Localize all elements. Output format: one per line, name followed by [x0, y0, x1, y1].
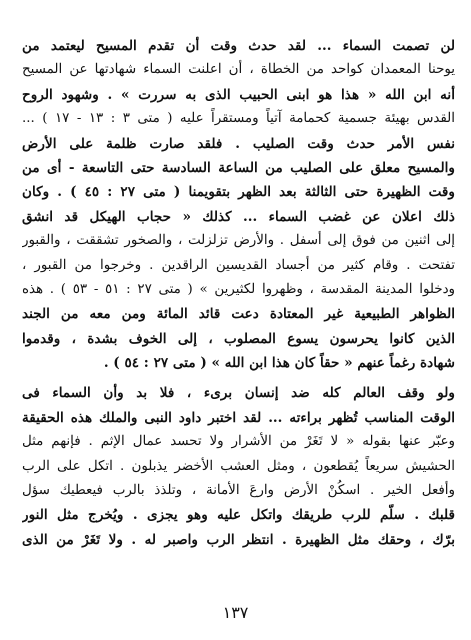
text-line: برّك ، وحقك مثل الظهيرة . انتظر الرب واصبر له . ولا تَغَرْ من الذى [22, 531, 455, 548]
text-line: ولو وقف العالم كله ضد إنسان برىء ، فلا بد وأن السماء فى [22, 385, 455, 402]
text-line: ودخلوا المدينة المقدسة ، وظهروا لكثيرين » ( متى ٢٧ : ٥١ - ٥٣ ) . هذه [22, 281, 455, 297]
text-line: الظواهر الطبيعية غير المعتادة دعت قائد المائة ومن معه من الجند [22, 306, 455, 323]
text-line: أنه ابن الله « هذا هو ابنى الحبيب الذى به سررت » . وشهود الروح [22, 86, 455, 103]
text-line: لن تصمت السماء ... لقد حدث وقت أن تقدم المسيح ليعتمد من [22, 38, 455, 54]
text-line: وأفعل الخير . اسكُنْ الأرض وارعَ الأمانة ، وتلذذ بالرب فيعطيك سؤل [22, 483, 455, 499]
text-line: تفتحت . وقام كثير من أجساد القديسين الراقدين . وخرجوا من القبور ، [22, 257, 455, 273]
text-line: قلبك . سلّم للرب طريقك واتكل عليه وهو يجزى . ويُخرج مثل النور [22, 507, 455, 524]
paragraph-1 [22, 34, 455, 375]
text-line: شهادة رغماً عنهم « حقاً كان هذا ابن الله » ( متى ٢٧ : ٥٤ ) . [103, 355, 455, 372]
text-line: نفس الأمر حدث وقت الصليب . فلقد صارت ظلمة على الأرض [22, 135, 455, 152]
text-line: القدس بهيئة جسمية كحمامة آتياً ومستقراً عليه ( متى ٣ : ١٣ - ١٧ ) ... [22, 111, 455, 127]
text-line: وقت الظهيرة حتى الثالثة بعد الظهر بتقويمنا ( متى ٢٧ : ٤٥ ) . وكان [22, 184, 455, 201]
text-line: ذلك اعلان عن غضب السماء ... كذلك « حجاب الهيكل قد انشق [22, 208, 455, 225]
text-line: يوحنا المعمدان كواحد من الخطاة ، أن اعلنت السماء شهادتها عن المسيح [22, 62, 455, 78]
text-line: وعبّر عنها بقوله « لا تَغَرْ من الأشرار ولا تحسد عمال الإثم . فإنهم مثل [22, 434, 455, 450]
page-number: ١٣٧ [222, 603, 249, 622]
text-line: الذين كانوا يحرسون يسوع المصلوب ، إلى الخوف بشدة ، وقدموا [22, 330, 455, 347]
text-line: الحشيش سريعاً يُقطعون ، ومثل العشب الأخضر يذبلون . اتكل على الرب [22, 458, 455, 474]
text-line: إلى اثنين من فوق إلى أسفل . والأرض تزلزلت ، والصخور تشققت ، والقبور [22, 233, 455, 249]
page-text [22, 34, 455, 552]
text-line: الوقت المناسب تُظهر براءته ... لقد اختبر داود النبى والملك هذه الحقيقة [22, 409, 455, 426]
text-line: والمسيح معلق على الصليب من الساعة السادسة حتى التاسعة - أى من [22, 159, 455, 176]
paragraph-2 [22, 381, 455, 552]
